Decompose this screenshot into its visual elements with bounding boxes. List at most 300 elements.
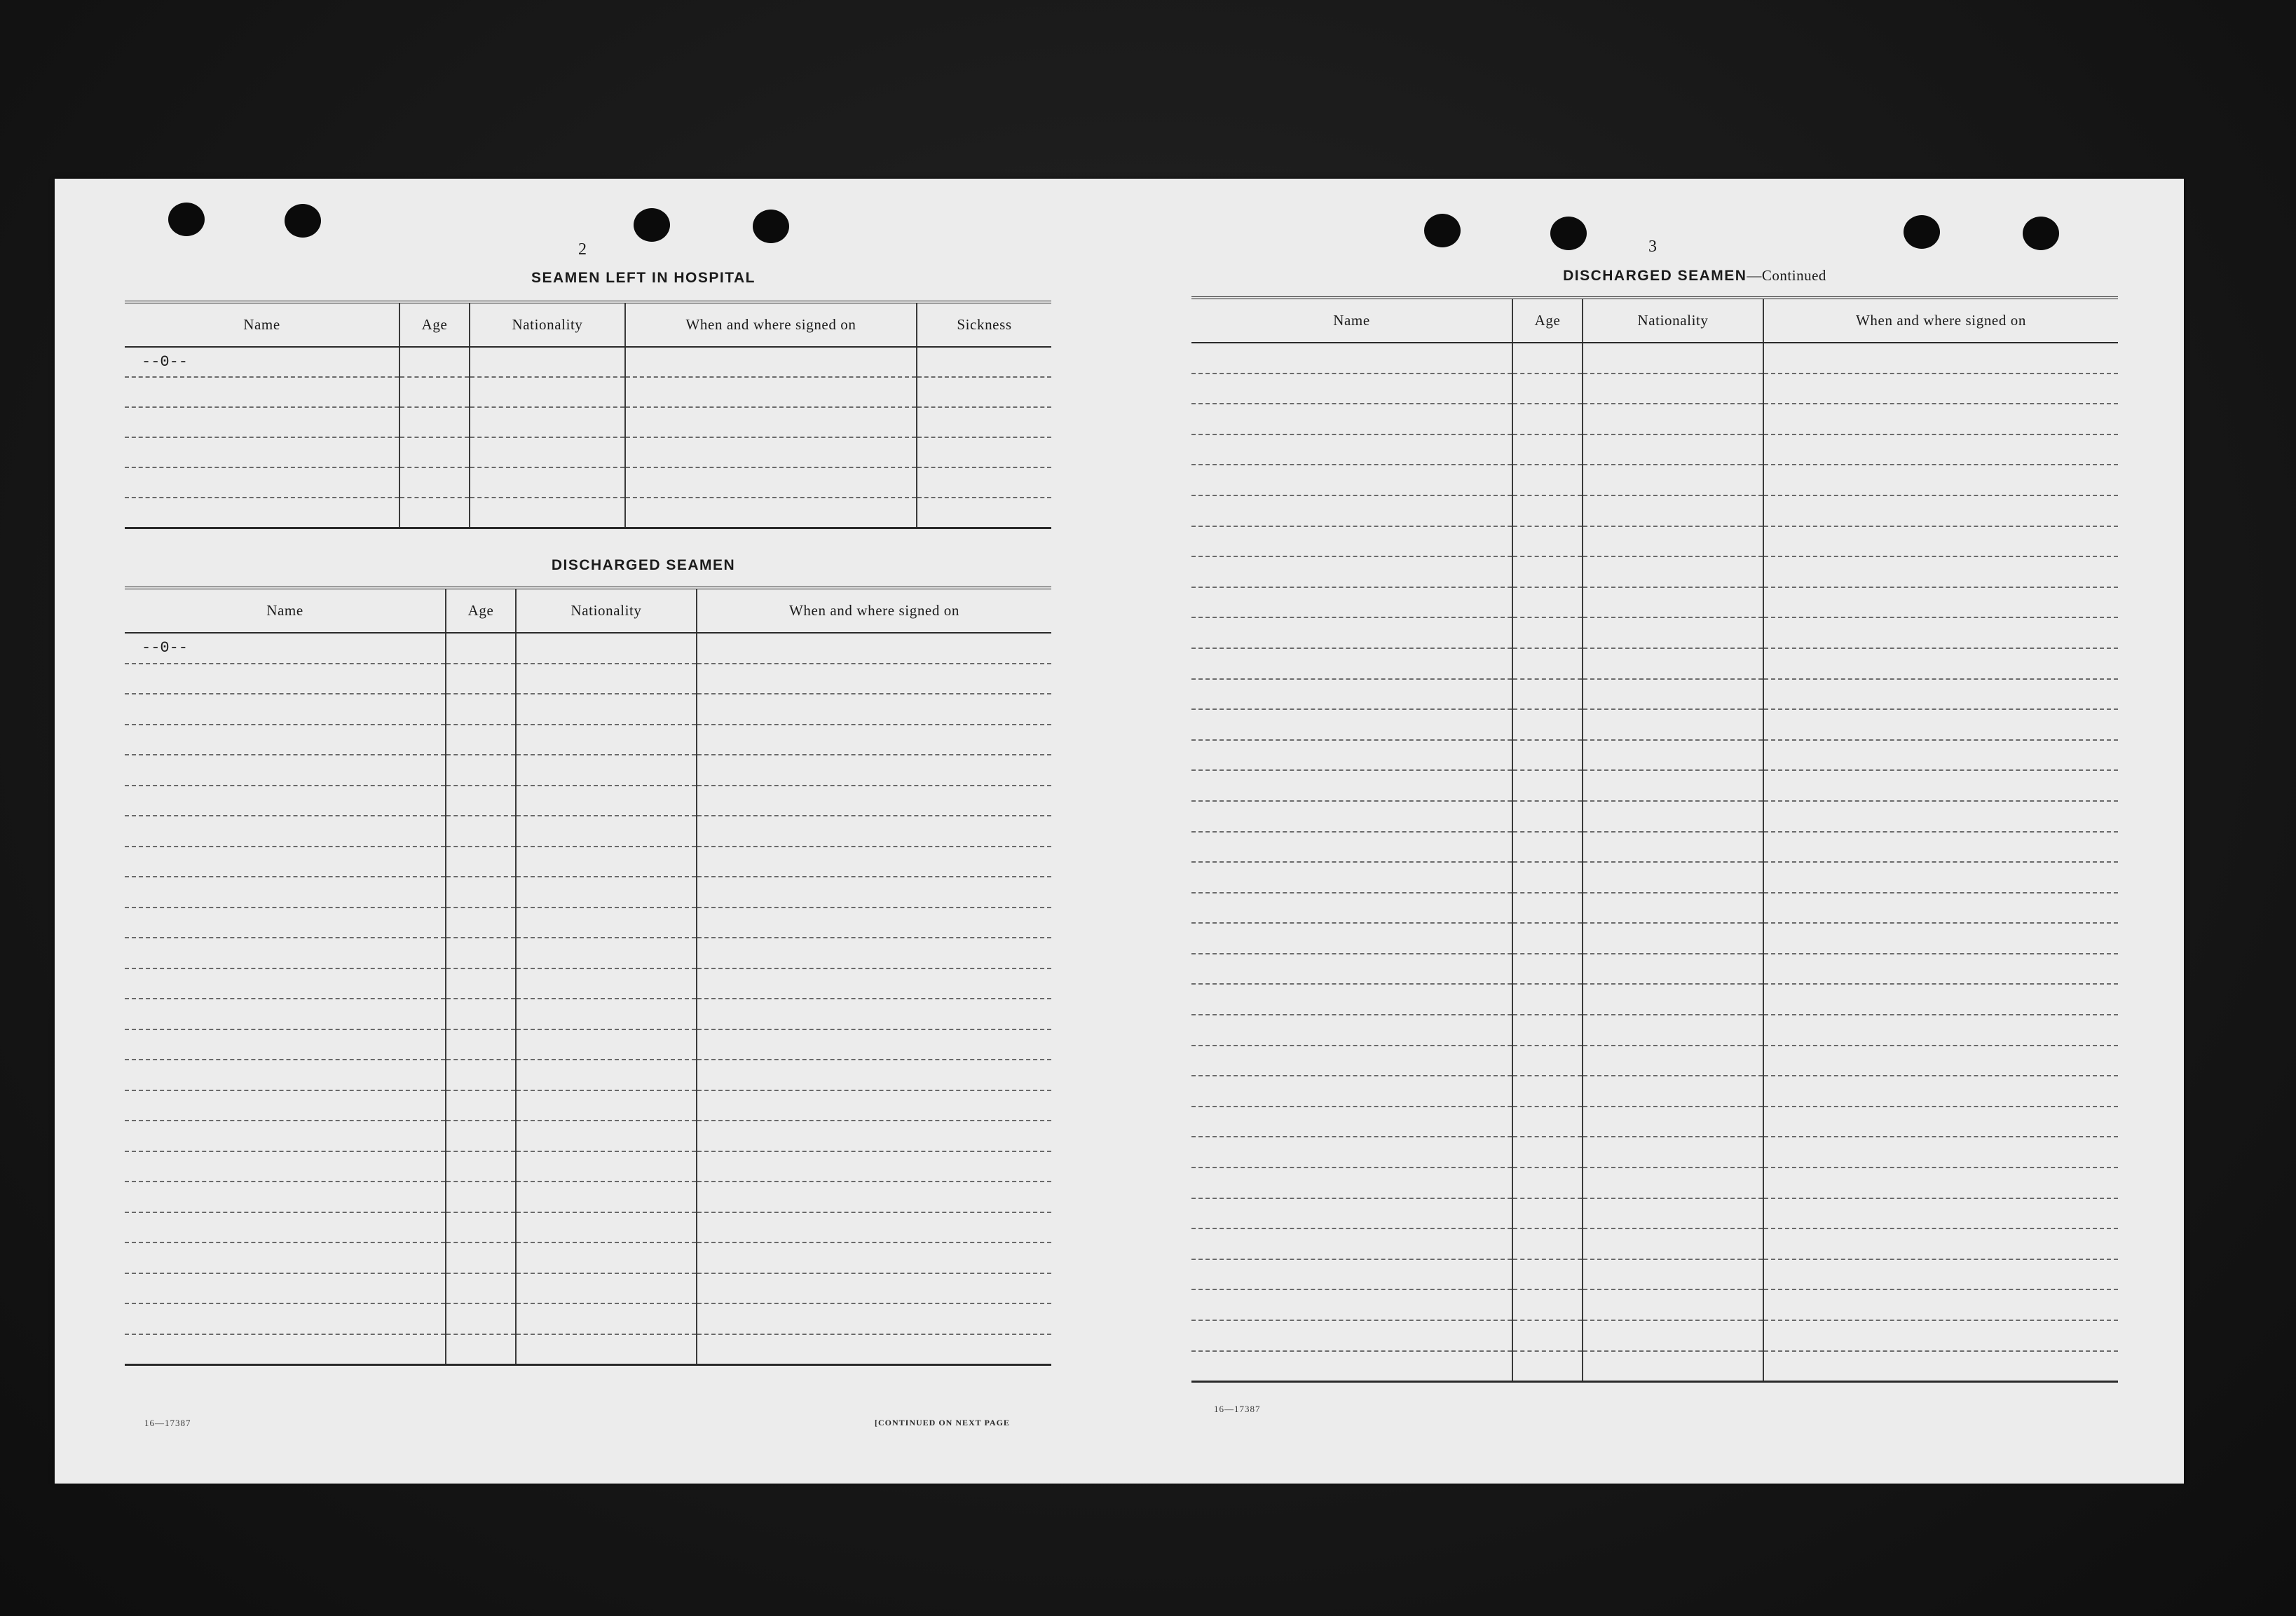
cell-blank: [446, 1242, 516, 1273]
cell-blank: [1512, 1076, 1583, 1107]
cell-name: [1191, 465, 1512, 495]
table-row: [1191, 374, 2118, 404]
cell-blank: [625, 498, 917, 528]
cell-blank: [1512, 984, 1583, 1015]
cell-blank: [1583, 1107, 1763, 1137]
cell-blank: [1512, 465, 1583, 495]
punch-hole: [1550, 217, 1587, 250]
cell-name: [1191, 709, 1512, 740]
form-number-right: 16—17387: [1214, 1404, 1261, 1414]
cell-name: [125, 1182, 446, 1212]
cell-blank: [697, 908, 1051, 938]
cell-blank: [446, 1212, 516, 1243]
table-row: [125, 1029, 1051, 1060]
cell-blank: [516, 999, 697, 1029]
cell-blank: [697, 1303, 1051, 1334]
table-row: [1191, 740, 2118, 771]
cell-blank: [1583, 374, 1763, 404]
cell-name: [125, 694, 446, 725]
cell-blank: [697, 1182, 1051, 1212]
cell-blank: [446, 877, 516, 908]
cell-name: [1191, 679, 1512, 710]
cell-blank: [1583, 1228, 1763, 1259]
cell-blank: [1763, 434, 2118, 465]
table-row: [125, 1273, 1051, 1304]
cell-blank: [1512, 893, 1583, 924]
column-header-nationality: Nationality: [516, 588, 697, 633]
table-row: [1191, 893, 2118, 924]
punch-hole: [168, 203, 205, 236]
cell-blank: [697, 1151, 1051, 1182]
table-row: [125, 1151, 1051, 1182]
cell-blank: [1583, 709, 1763, 740]
cell-blank: [516, 1212, 697, 1243]
table-row: [1191, 984, 2118, 1015]
cell-name: [125, 1121, 446, 1151]
table-row: [1191, 587, 2118, 618]
cell-blank: [1512, 1320, 1583, 1351]
column-header-nationality: Nationality: [1583, 298, 1763, 343]
cell-blank: [516, 1242, 697, 1273]
cell-name: [1191, 954, 1512, 985]
cell-blank: [446, 786, 516, 816]
cell-blank: [1512, 1015, 1583, 1046]
table-row: [1191, 770, 2118, 801]
cell-blank: [625, 467, 917, 498]
cell-blank: [1512, 709, 1583, 740]
table-row: [125, 1334, 1051, 1365]
table-row: [1191, 954, 2118, 985]
table-row: [1191, 1076, 2118, 1107]
cell-blank: [1512, 526, 1583, 557]
cell-blank: [697, 694, 1051, 725]
cell-blank: [917, 437, 1051, 467]
cell-blank: [1512, 832, 1583, 863]
table-row: [1191, 1320, 2118, 1351]
cell-blank: [446, 1273, 516, 1304]
cell-blank: [1583, 1320, 1763, 1351]
discharged-table: [125, 587, 1051, 1366]
table-row: [125, 816, 1051, 847]
cell-blank: [1583, 801, 1763, 832]
table-row: [1191, 1015, 2118, 1046]
cell-blank: [399, 407, 470, 437]
cell-blank: [1512, 1228, 1583, 1259]
cell-blank: [1763, 587, 2118, 618]
cell-name: [1191, 556, 1512, 587]
cell-blank: [1763, 343, 2118, 374]
cell-blank: [1763, 1076, 2118, 1107]
table-row: [1191, 1351, 2118, 1382]
cell-blank: [516, 938, 697, 968]
table-row: [1191, 526, 2118, 557]
column-header-signed-on: When and where signed on: [625, 302, 917, 347]
table-row: [125, 347, 1051, 377]
table-row: [125, 498, 1051, 528]
cell-blank: [1763, 1320, 2118, 1351]
cell-blank: [1583, 740, 1763, 771]
hospital-section-title: SEAMEN LEFT IN HOSPITAL: [531, 270, 756, 286]
cell-blank: [1763, 1198, 2118, 1229]
cell-blank: [470, 467, 625, 498]
cell-blank: [917, 377, 1051, 407]
cell-name: [1191, 526, 1512, 557]
table-row: [125, 999, 1051, 1029]
cell-blank: [1763, 1351, 2118, 1382]
cell-name: [125, 664, 446, 694]
punch-hole: [2023, 217, 2059, 250]
cell-name: [1191, 495, 1512, 526]
cell-blank: [1583, 1198, 1763, 1229]
cell-blank: [1763, 740, 2118, 771]
cell-blank: [516, 1090, 697, 1121]
column-header-age: Age: [399, 302, 470, 347]
cell-blank: [697, 755, 1051, 786]
cell-blank: [1763, 1107, 2118, 1137]
cell-blank: [470, 498, 625, 528]
table-row: [1191, 801, 2118, 832]
cell-name: [125, 498, 399, 528]
table-row: [1191, 862, 2118, 893]
cell-blank: [1583, 832, 1763, 863]
cell-blank: [399, 467, 470, 498]
cell-blank: [1583, 1168, 1763, 1198]
cell-blank: [470, 437, 625, 467]
cell-name: [1191, 1046, 1512, 1076]
discharged-continued-title: [1358, 267, 2031, 285]
table-row: [125, 664, 1051, 694]
cell-name: [1191, 587, 1512, 618]
cell-blank: [625, 377, 917, 407]
cell-name: [125, 1334, 446, 1365]
cell-blank: [516, 877, 697, 908]
cell-name: [1191, 801, 1512, 832]
cell-blank: [697, 786, 1051, 816]
cell-blank: [1583, 679, 1763, 710]
cell-blank: [1512, 617, 1583, 648]
cell-name: [125, 407, 399, 437]
cell-blank: [446, 633, 516, 664]
cell-name: [1191, 832, 1512, 863]
cell-blank: [917, 407, 1051, 437]
cell-blank: [1512, 801, 1583, 832]
table-row: [1191, 709, 2118, 740]
cell-blank: [1583, 1076, 1763, 1107]
hospital-table: [125, 301, 1051, 529]
cell-blank: [1583, 434, 1763, 465]
cell-blank: [697, 1273, 1051, 1304]
cell-name: [125, 816, 446, 847]
cell-blank: [1512, 374, 1583, 404]
cell-blank: [697, 725, 1051, 755]
cell-blank: [1512, 862, 1583, 893]
table-row: [1191, 556, 2118, 587]
cell-blank: [1512, 404, 1583, 434]
cell-blank: [446, 1151, 516, 1182]
cell-blank: [1763, 374, 2118, 404]
table-row: [1191, 679, 2118, 710]
table-row: [125, 938, 1051, 968]
cell-blank: [1512, 495, 1583, 526]
cell-blank: [1763, 984, 2118, 1015]
column-header-age: Age: [446, 588, 516, 633]
section-title-text: DISCHARGED SEAMEN: [1563, 268, 1747, 284]
cell-blank: [1763, 954, 2118, 985]
cell-name: [125, 755, 446, 786]
cell-blank: [446, 938, 516, 968]
cell-name: [125, 1212, 446, 1243]
page-number-left: 2: [578, 240, 587, 259]
cell-blank: [399, 377, 470, 407]
cell-blank: [516, 725, 697, 755]
cell-name: [1191, 374, 1512, 404]
cell-blank: [1512, 343, 1583, 374]
cell-blank: [446, 1090, 516, 1121]
cell-blank: [1512, 1351, 1583, 1382]
table-row: [125, 786, 1051, 816]
cell-blank: [446, 755, 516, 786]
cell-blank: [516, 908, 697, 938]
cell-blank: [470, 407, 625, 437]
cell-blank: [697, 1212, 1051, 1243]
cell-blank: [470, 347, 625, 377]
table-row: [125, 968, 1051, 999]
cell-blank: [516, 694, 697, 725]
cell-blank: [1583, 1289, 1763, 1320]
cell-blank: [516, 664, 697, 694]
cell-blank: [446, 725, 516, 755]
cell-name: [125, 437, 399, 467]
cell-blank: [399, 347, 470, 377]
cell-name: [1191, 770, 1512, 801]
cell-blank: [1512, 434, 1583, 465]
cell-blank: [446, 1121, 516, 1151]
cell-name: [1191, 343, 1512, 374]
table-row: [1191, 404, 2118, 434]
table-row: [125, 1182, 1051, 1212]
cell-blank: [516, 1151, 697, 1182]
table-row: [125, 633, 1051, 664]
cell-blank: [1583, 1046, 1763, 1076]
table-row: [1191, 495, 2118, 526]
cell-blank: [697, 938, 1051, 968]
table-row: [1191, 832, 2118, 863]
cell-name: [1191, 1198, 1512, 1229]
table-row: [125, 908, 1051, 938]
form-number-left: 16—17387: [144, 1418, 191, 1428]
table-row: [125, 1121, 1051, 1151]
punch-hole: [1424, 214, 1461, 247]
table-row: [1191, 1168, 2118, 1198]
cell-name: --0--: [125, 347, 399, 377]
cell-blank: [1763, 404, 2118, 434]
cell-blank: [1583, 343, 1763, 374]
cell-blank: [1512, 923, 1583, 954]
table-row: [1191, 1046, 2118, 1076]
cell-blank: [697, 999, 1051, 1029]
cell-name: [1191, 1351, 1512, 1382]
cell-blank: [516, 633, 697, 664]
cell-blank: [446, 1182, 516, 1212]
cell-name: [1191, 862, 1512, 893]
cell-name: [1191, 434, 1512, 465]
cell-name: [125, 999, 446, 1029]
cell-blank: [1763, 801, 2118, 832]
cell-blank: [516, 1273, 697, 1304]
cell-blank: [917, 347, 1051, 377]
cell-blank: [625, 437, 917, 467]
cell-blank: [1512, 1259, 1583, 1290]
table-row: [125, 847, 1051, 877]
cell-blank: [446, 816, 516, 847]
cell-blank: [1583, 495, 1763, 526]
cell-name: [1191, 1228, 1512, 1259]
cell-blank: [1763, 1046, 2118, 1076]
cell-name: [1191, 1289, 1512, 1320]
cell-blank: [1763, 770, 2118, 801]
cell-blank: [1512, 1107, 1583, 1137]
cell-blank: [1583, 526, 1763, 557]
cell-name: [1191, 1259, 1512, 1290]
cell-name: [1191, 923, 1512, 954]
cell-blank: [446, 1303, 516, 1334]
column-header-sickness: Sickness: [917, 302, 1051, 347]
cell-blank: [1512, 954, 1583, 985]
cell-blank: [625, 407, 917, 437]
cell-blank: [516, 786, 697, 816]
cell-name: [125, 938, 446, 968]
cell-blank: [516, 1182, 697, 1212]
cell-blank: [1512, 587, 1583, 618]
cell-blank: [1583, 954, 1763, 985]
cell-blank: [516, 1121, 697, 1151]
cell-blank: [516, 968, 697, 999]
table-row: [125, 1212, 1051, 1243]
table-row: [1191, 1259, 2118, 1290]
cell-name: [125, 1090, 446, 1121]
table-row: [125, 377, 1051, 407]
discharged-section-title: DISCHARGED SEAMEN: [551, 557, 736, 573]
cell-name: [125, 968, 446, 999]
cell-blank: [697, 633, 1051, 664]
cell-blank: [1512, 648, 1583, 679]
cell-name: [125, 877, 446, 908]
cell-blank: [1512, 556, 1583, 587]
cell-blank: [1763, 617, 2118, 648]
cell-blank: [1763, 709, 2118, 740]
cell-name: --0--: [125, 633, 446, 664]
cell-blank: [446, 1029, 516, 1060]
cell-name: [125, 847, 446, 877]
cell-blank: [446, 694, 516, 725]
cell-blank: [446, 847, 516, 877]
cell-name: [125, 1060, 446, 1090]
cell-name: [125, 786, 446, 816]
table-row: [1191, 1107, 2118, 1137]
cell-blank: [1763, 556, 2118, 587]
cell-blank: [1512, 1289, 1583, 1320]
cell-blank: [516, 755, 697, 786]
cell-name: [1191, 404, 1512, 434]
cell-blank: [1763, 1168, 2118, 1198]
table-row: [1191, 648, 2118, 679]
cell-blank: [917, 498, 1051, 528]
punch-hole: [634, 208, 670, 242]
cell-blank: [1763, 648, 2118, 679]
cell-name: [1191, 1107, 1512, 1137]
table-row: [1191, 617, 2118, 648]
table-row: [125, 877, 1051, 908]
cell-name: [1191, 617, 1512, 648]
cell-blank: [516, 847, 697, 877]
cell-blank: [697, 968, 1051, 999]
cell-blank: [399, 437, 470, 467]
cell-blank: [1512, 1137, 1583, 1168]
table-row: [125, 755, 1051, 786]
table-row: [1191, 1137, 2118, 1168]
cell-blank: [446, 664, 516, 694]
document-sheet: [55, 179, 2184, 1484]
punch-hole: [753, 210, 789, 243]
cell-blank: [1763, 832, 2118, 863]
cell-blank: [1583, 1259, 1763, 1290]
discharged-continued-table: [1191, 296, 2118, 1383]
cell-name: [1191, 1137, 1512, 1168]
table-row: [125, 1060, 1051, 1090]
cell-blank: [516, 1334, 697, 1365]
punch-hole: [1904, 215, 1940, 249]
cell-blank: [1583, 1015, 1763, 1046]
cell-blank: [446, 999, 516, 1029]
cell-blank: [917, 467, 1051, 498]
cell-name: [1191, 740, 1512, 771]
cell-blank: [1512, 679, 1583, 710]
cell-blank: [1583, 617, 1763, 648]
table-row: [1191, 1228, 2118, 1259]
cell-blank: [625, 347, 917, 377]
cell-blank: [1583, 1351, 1763, 1382]
cell-blank: [1583, 923, 1763, 954]
table-row: [1191, 465, 2118, 495]
cell-blank: [697, 847, 1051, 877]
cell-blank: [1583, 862, 1763, 893]
cell-blank: [446, 1334, 516, 1365]
column-header-name: Name: [125, 302, 399, 347]
cell-blank: [1583, 1137, 1763, 1168]
column-header-name: Name: [125, 588, 446, 633]
table-row: [1191, 923, 2118, 954]
cell-blank: [1763, 1137, 2118, 1168]
cell-name: [1191, 1076, 1512, 1107]
cell-blank: [1583, 770, 1763, 801]
table-row: [125, 467, 1051, 498]
cell-blank: [1583, 984, 1763, 1015]
cell-blank: [1583, 556, 1763, 587]
table-row: [1191, 1289, 2118, 1320]
table-row: [125, 407, 1051, 437]
cell-name: [125, 467, 399, 498]
table-row: [125, 437, 1051, 467]
cell-name: [125, 1151, 446, 1182]
cell-name: [1191, 1168, 1512, 1198]
cell-blank: [399, 498, 470, 528]
cell-name: [1191, 984, 1512, 1015]
cell-blank: [697, 664, 1051, 694]
table-row: [1191, 343, 2118, 374]
table-row: [125, 1303, 1051, 1334]
cell-blank: [1763, 1289, 2118, 1320]
cell-blank: [1583, 893, 1763, 924]
